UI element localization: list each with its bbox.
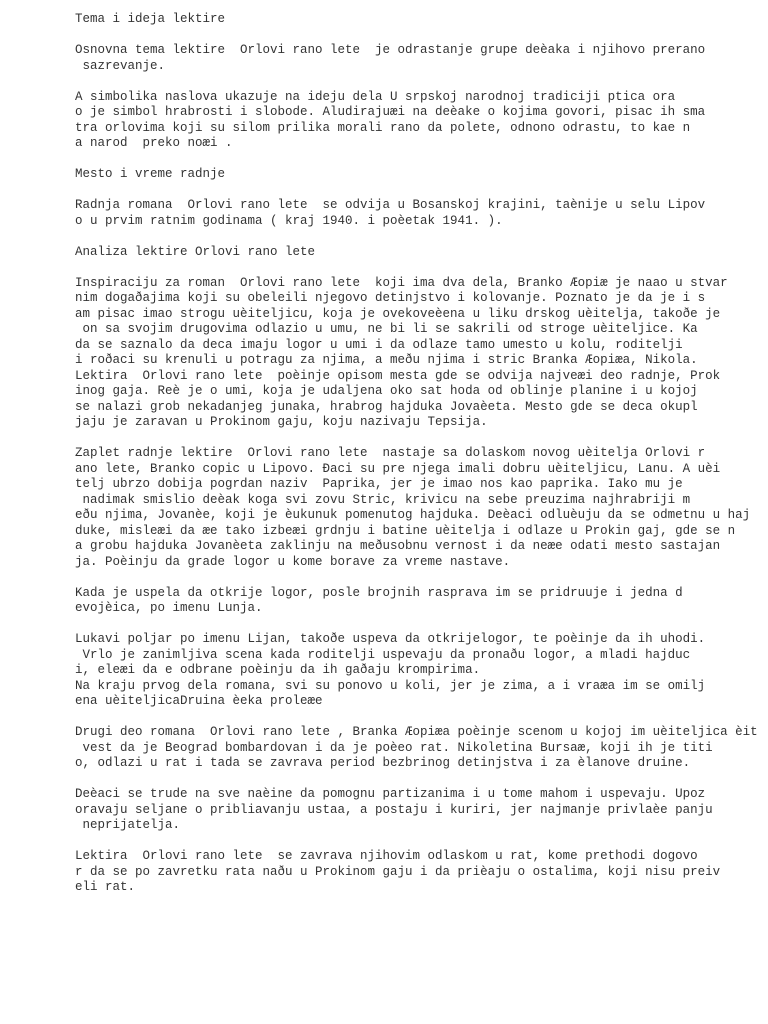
text-line: nadimak smislio deèak koga svi zovu Stric, krivicu na sebe preuzima najhrabriji m [75,492,691,507]
paragraph [75,849,765,896]
text-line: o u prvim ratnim godinama ( kraj 1940. i poèetak 1941. ). [75,213,503,228]
paragraph [75,787,765,834]
paragraph [75,725,765,772]
text-line: oravaju seljane o pribliavanju ustaa, a postaju i kuriri, jer najmanje privlaèe panju [75,802,713,817]
document-body [75,12,765,896]
paragraph-spacer [75,28,765,44]
text-line: jaju je zaravan u Prokinom gaju, koju nazivaju Tepsija. [75,415,488,429]
text-line: on sa svojim drugovima odlazio u umu, ne bi li se sakrili od stroge uèiteljice. Ka [75,322,698,336]
paragraph-spacer [75,260,765,276]
text-line: Drugi deo romana Orlovi rano lete , Branka Æopiæa poèinje scenom u kojoj im uèiteljica èit [75,725,758,739]
text-line: Lektira Orlovi rano lete se zavrava njihovim odlaskom u rat, kome prethodi dogovo [75,849,698,863]
text-line: A simbolika naslova ukazuje na ideju dela U srpskoj narodnoj tradiciji ptica ora [75,89,676,104]
text-line: ano lete, Branko copic u Lipovo. Ðaci su pre njega imali dobru uèiteljicu, Lanu. A uèi [75,461,721,476]
text-line: am pisac imao strogu uèiteljicu, koja je ovekoveèena u liku drskog uèitelja, takoðe je [75,306,721,321]
paragraph-spacer [75,431,765,447]
text-line: nim dogaðajima koji su obeleili njegovo detinjstvo i kolovanje. Poznato je da je i s [75,291,706,305]
paragraph [75,245,765,261]
paragraph [75,446,765,570]
text-line: duke, misleæi da æe tako izbeæi grdnju i batine uèitelja i odlaze u Prokin gaj, gde se n [75,523,736,538]
text-line: vest da je Beograd bombardovan i da je poèeo rat. Nikoletina Bursaæ, koji ih je titi [75,740,713,755]
paragraph-spacer [75,617,765,633]
document-title: Tema i ideja lektire [75,12,226,26]
text-line: a narod preko noæi . [75,136,233,150]
text-line: Inspiraciju za roman Orlovi rano lete koji ima dva dela, Branko Æopiæ je naao u stvar [75,275,728,290]
text-line: eðu njima, Jovanèe, koji je èukunuk pomenutog hajduka. Deèaci odluèuju da se odmetnu u haj [75,508,751,522]
paragraph-spacer [75,74,765,90]
text-line: a grobu hajduka Jovanèeta zaklinju na meðusobnu vernost i da neæe odati mesto sastajan [75,539,721,553]
text-line: Lukavi poljar po imenu Lijan, takoðe uspeva da otkrijelogor, te poèinje da ih uhodi. [75,632,706,646]
paragraph-spacer [75,834,765,850]
text-line: ja. Poèinju da grade logor u kome borave za vreme nastave. [75,554,511,569]
paragraph-spacer [75,772,765,788]
text-line: tra orlovima koji su silom prilika morali rano da polete, odnono odrastu, to kae n [75,120,691,135]
text-line: neprijatelja. [75,818,181,832]
paragraph [75,632,765,710]
paragraph [75,198,765,229]
paragraph [75,90,765,152]
text-line: Analiza lektire Orlovi rano lete [75,244,316,259]
paragraph [75,43,765,74]
text-line: eli rat. [75,880,136,894]
text-line: se nalazi grob nekadanjeg junaka, hrabrog hajduka Jovaèeta. Mesto gde se deca okupl [75,399,698,414]
paragraph [75,167,765,183]
text-line: i roðaci su krenuli u potragu za njima, a meðu njima i stric Branka Æopiæa, Nikola. [75,353,698,367]
text-line: Kada je uspela da otkrije logor, posle brojnih rasprava im se pridruuje i jedna d [75,585,683,600]
text-line: Vrlo je zanimljiva scena kada roditelji uspevaju da pronaðu logor, a mladi hajduc [75,647,691,662]
text-line: Deèaci se trude na sve naèine da pomognu partizanima i u tome mahom i uspevaju. Upoz [75,787,706,801]
paragraph-spacer [75,570,765,586]
text-line: o, odlazi u rat i tada se zavrava period bezbrinog detinjstva i za èlanove druine. [75,756,691,770]
paragraph-spacer [75,229,765,245]
text-line: r da se po zavretku rata naðu u Prokinom gaju i da prièaju o ostalima, koji nisu preiv [75,864,721,879]
text-line: telj ubrzo dobija pogrdan naziv Paprika, jer je imao nos kao paprika. Iako mu je [75,477,683,491]
text-line: Na kraju prvog dela romana, svi su ponovo u koli, jer je zima, a i vraæa im se omilj [75,678,706,693]
paragraph [75,276,765,431]
text-line: Zaplet radnje lektire Orlovi rano lete nastaje sa dolaskom novog uèitelja Orlovi r [75,446,706,460]
text-line: da se saznalo da deca imaju logor u umi i da odlaze tamo umesto u kolu, roditelji [75,337,683,352]
paragraph-spacer [75,183,765,199]
text-line: evojèica, po imenu Lunja. [75,601,263,615]
text-line: Lektira Orlovi rano lete poèinje opisom mesta gde se odvija najveæi deo radnje, Prok [75,368,721,383]
text-line: i, eleæi da e odbrane poèinju da ih gaðaju krompirima. [75,663,481,677]
text-line: Radnja romana Orlovi rano lete se odvija u Bosanskoj krajini, taènije u selu Lipov [75,198,706,212]
text-line: Osnovna tema lektire Orlovi rano lete je odrastanje grupe deèaka i njihovo prerano [75,43,706,57]
text-line: Mesto i vreme radnje [75,167,226,181]
paragraph [75,586,765,617]
text-line: o je simbol hrabrosti i slobode. Aludirajuæi na deèake o kojima govori, pisac ih sma [75,105,706,119]
paragraph-spacer [75,710,765,726]
text-line: sazrevanje. [75,58,166,73]
text-line: inog gaja. Reè je o umi, koja je udaljena oko sat hoda od oblinje planine i u kojoj [75,384,698,398]
text-line: ena uèiteljicaDruina èeka proleæe [75,694,323,708]
paragraph-spacer [75,152,765,168]
